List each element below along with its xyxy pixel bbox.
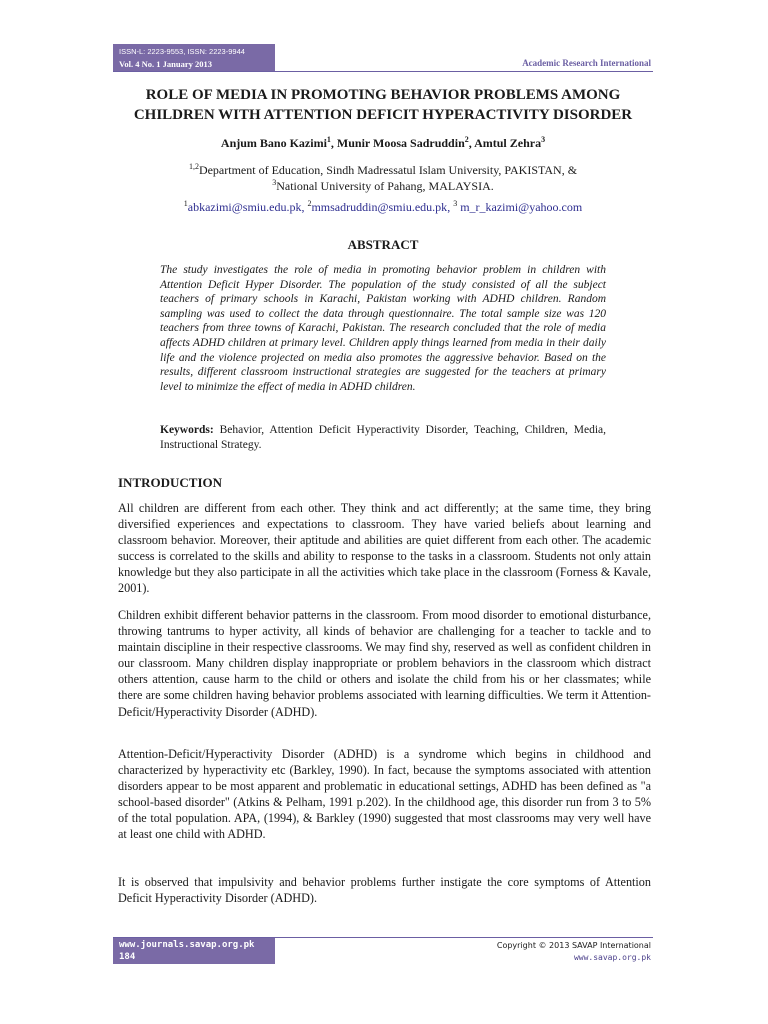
title-line-1: ROLE OF MEDIA IN PROMOTING BEHAVIOR PROBLEMS AMONG — [145, 87, 621, 103]
author-sup: 1 — [326, 135, 331, 144]
intro-paragraph-4: It is observed that impulsivity and behavior problems further instigate the core symptoms of Attention Deficit Hyperactivity Disorder (ADHD). — [118, 875, 651, 906]
affiliation-sup: 3 — [272, 178, 277, 187]
affiliation-text: National University of Pahang, MALAYSIA. — [276, 179, 494, 193]
author-list — [100, 136, 666, 151]
affiliation-1 — [100, 162, 666, 178]
copyright-block — [497, 940, 651, 964]
author-separator: , — [468, 136, 475, 150]
author-name: Munir Moosa Sadruddin — [336, 136, 465, 150]
header-issn-box — [113, 44, 275, 71]
issue-text: Vol. 4 No. 1 January 2013 — [119, 59, 212, 69]
copyright-text: Copyright © 2013 SAVAP International — [496, 941, 651, 950]
affiliation-2 — [100, 178, 666, 194]
issn-text: ISSN-L: 2223-9553, ISSN: 2223-9944 — [119, 47, 245, 56]
abstract-body: The study investigates the role of media in promoting behavior problem in children with Attention Deficit Hyper Disorder. The population of the study consisted of all the subject teachers of primary schools in Karachi, Pakistan working with ADHD children. Random sampling was used to collect the data through questionnaire. The total sample size was 120 teachers from three towns of Karachi, Pakistan. The research concluded that the role of media affects ADHD children at primary level. Children apply things learned from media in their daily life and the violence projected on media also promotes the aggressive behavior. Based on the results, different classroom instructional strategies are suggested for the teachers at primary level to minimize the effect of media in ADHD children. — [160, 264, 606, 393]
email-sup: 3 — [453, 199, 458, 208]
email-link[interactable]: m_r_kazimi@yahoo.com — [460, 200, 583, 214]
author-name: Anjum Bano Kazimi — [220, 136, 327, 150]
journal-name: Academic Research International — [522, 58, 651, 68]
footer-website-link[interactable]: www.journals.savap.org.pk — [119, 940, 255, 950]
intro-paragraph-2: Children exhibit different behavior patterns in the classroom. From mood disorder to emotional disturbance, throwing tantrums to hyper activity, all kinds of behavior are challenging for a teacher to tackle and to maintain discipline in their respective classrooms. We may find shy, reserved as well as confident children in our classroom. Many children display inappropriate or problem behaviors in the classroom which distract others attention, cause harm to the child or others and isolate the child from his or her classmates; while there are some children having behavior problems associated with learning difficulties. We term it Attention-Deficit/Hyperactivity Disorder (ADHD). — [118, 608, 651, 719]
header-divider — [113, 71, 653, 72]
savap-site-link[interactable]: www.savap.org.pk — [573, 953, 651, 962]
email-sup: 2 — [307, 199, 312, 208]
affiliation-text: Department of Education, Sindh Madressatul Islam University, PAKISTAN, & — [198, 163, 578, 177]
email-link[interactable]: abkazimi@smiu.edu.pk — [187, 200, 302, 214]
page-number: 184 — [119, 952, 136, 962]
email-link[interactable]: mmsadruddin@smiu.edu.pk — [311, 200, 448, 214]
affiliations — [100, 162, 666, 194]
abstract-heading: ABSTRACT — [347, 237, 419, 252]
title-line-2: CHILDREN WITH ATTENTION DEFICIT HYPERACTIVITY DISORDER — [133, 107, 633, 123]
keywords — [160, 423, 606, 453]
paper-title — [100, 85, 666, 125]
author-emails: $^1$abkazimi@smiu.edu.pk, $^2$mmsadruddin@smiu.edu.pk, $^3$ m_r_kazimi@yahoo.com — [183, 199, 583, 214]
introduction-heading: INTRODUCTION — [118, 475, 223, 490]
author-name: Amtul Zehra — [474, 136, 542, 150]
keywords-label: Keywords: — [160, 424, 214, 436]
affiliation-sup: 1,2 — [188, 162, 199, 171]
intro-paragraph-1: All children are different from each other. They think and act differently; at the same time, they bring diversified experiences and expectations to classroom. They have varied beliefs about learning and classroom behavior. Moreover, their aptitude and abilities are quiet different from each other. The academic success is correlated to the skills and ability to response to the tasks in a classroom. Students not only attain knowledge but they also participate in all the activities which take place in the classroom (Forness & Kavale, 2001). — [118, 501, 651, 596]
intro-paragraph-3: Attention-Deficit/Hyperactivity Disorder (ADHD) is a syndrome which begins in childhood and characterized by hyperactivity etc (Barkley, 1990). In fact, because the symptoms associated with attention disorders appear to be most apparent and problematic in educational settings, ADHD has been defined as "a school-based disorder" (Atkins & Pelham, 1991 p.202). In the childhood age, this disorder run from 3 to 5% of the total population. APA, (1994), & Barkley (1990) suggested that most classrooms may very well have at least one child with ADHD. — [118, 747, 651, 842]
author-separator: , — [330, 136, 337, 150]
footer-box — [113, 938, 275, 964]
keywords-text: Behavior, Attention Deficit Hyperactivity Disorder, Teaching, Children, Media, Instructional Strategy. — [160, 424, 606, 451]
author-sup: 3 — [541, 135, 546, 144]
email-sup: 1 — [183, 199, 188, 208]
author-sup: 2 — [464, 135, 469, 144]
